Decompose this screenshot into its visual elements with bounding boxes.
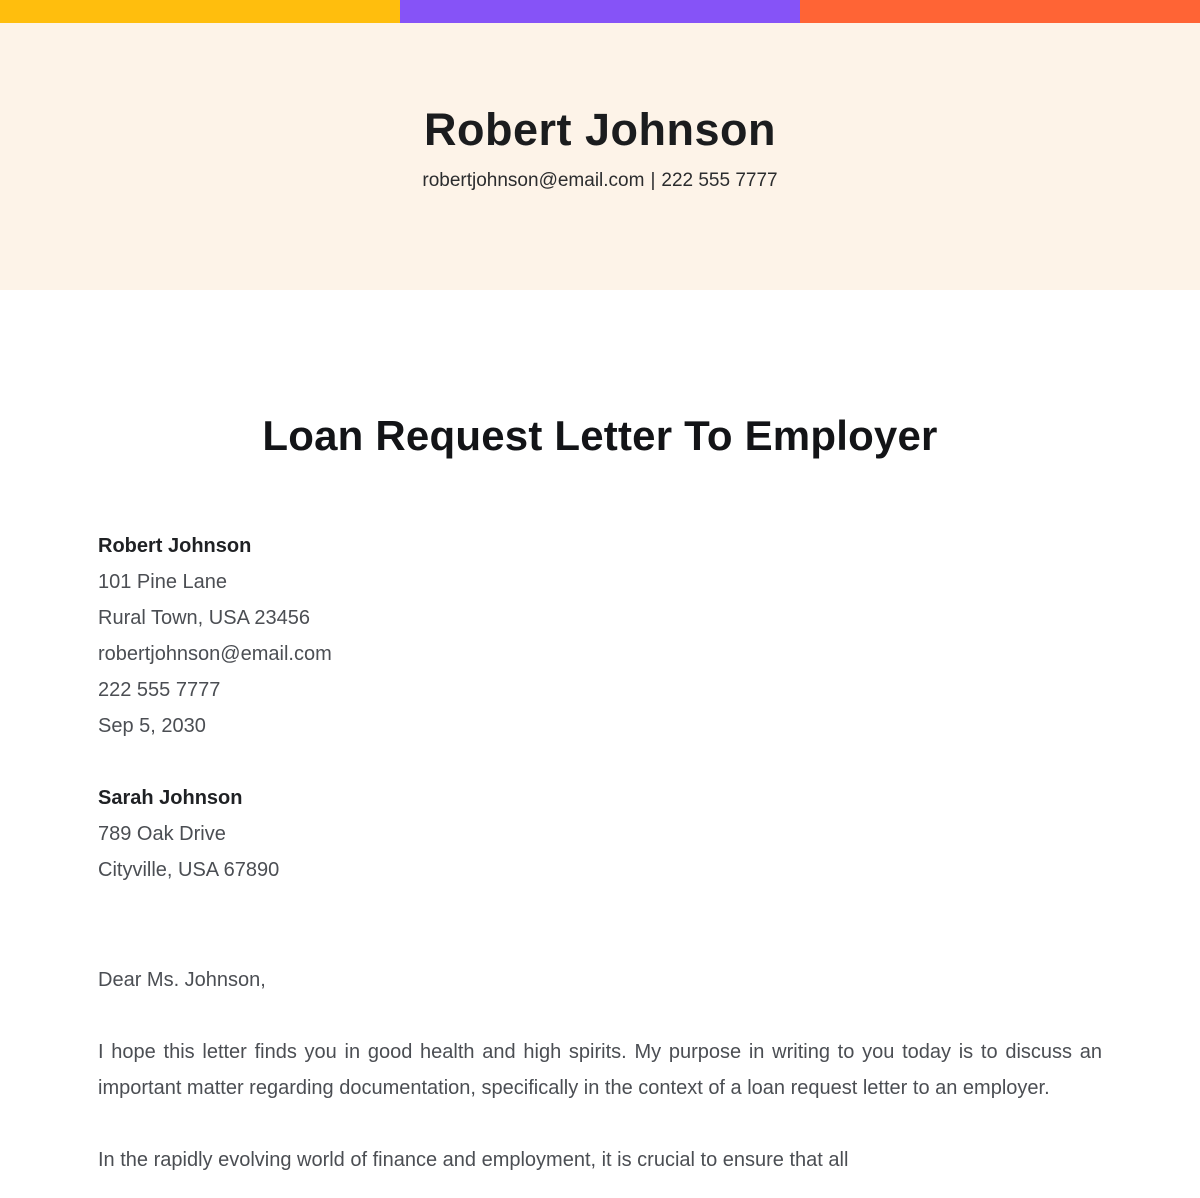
recipient-name: Sarah Johnson	[98, 787, 243, 809]
sender-phone: 222 555 7777	[98, 679, 221, 701]
letterhead	[0, 23, 1200, 290]
letter-body	[0, 412, 1200, 1178]
letter-paragraph: I hope this letter finds you in good health and high spirits. My purpose in writing to you today is to discuss an important matter regarding documentation, specifically in the context of a loan request letter to an employer.	[98, 1041, 1102, 1099]
letterhead-contact	[0, 169, 1200, 193]
contact-separator: |	[650, 170, 656, 191]
letter-date: Sep 5, 2030	[98, 715, 206, 737]
letterhead-email: robertjohnson@email.com	[422, 170, 645, 191]
accent-bar-orange-segment	[800, 0, 1200, 23]
sender-address-block	[98, 528, 1102, 744]
letterhead-name: Robert Johnson	[424, 104, 776, 155]
recipient-address-block	[98, 780, 1102, 888]
recipient-street: 789 Oak Drive	[98, 823, 226, 845]
sender-name: Robert Johnson	[98, 535, 252, 557]
salutation: Dear Ms. Johnson,	[98, 969, 266, 991]
accent-bar-purple-segment	[400, 0, 800, 23]
recipient-city: Cityville, USA 67890	[98, 859, 280, 881]
sender-email: robertjohnson@email.com	[98, 643, 332, 665]
sender-city: Rural Town, USA 23456	[98, 607, 310, 629]
letterhead-phone: 222 555 7777	[661, 170, 778, 191]
sender-street: 101 Pine Lane	[98, 571, 228, 593]
accent-bar-yellow-segment	[0, 0, 400, 23]
accent-bar	[0, 0, 1200, 23]
letter-title: Loan Request Letter To Employer	[262, 412, 938, 459]
letter-paragraph: In the rapidly evolving world of finance and employment, it is crucial to ensure that all	[98, 1149, 849, 1171]
